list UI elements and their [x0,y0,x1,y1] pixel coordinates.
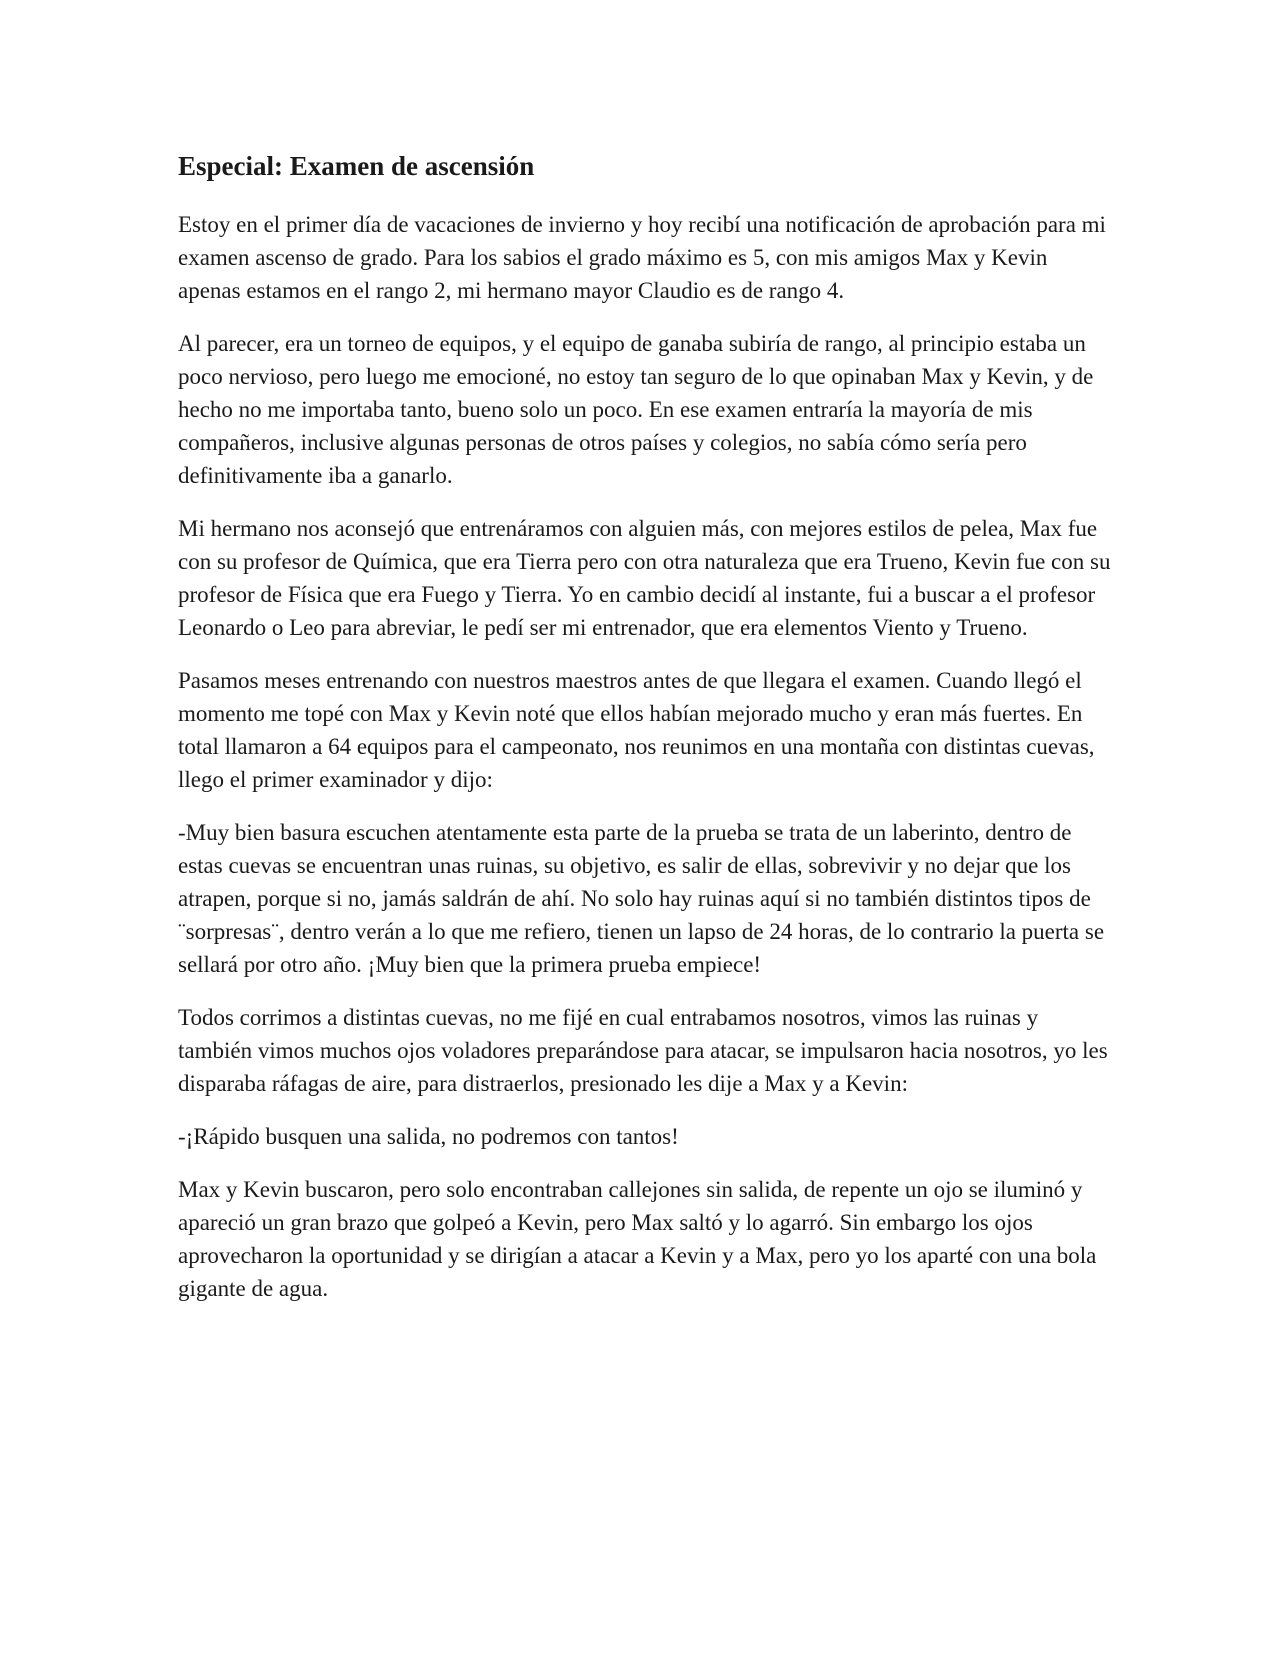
paragraph-8: Max y Kevin buscaron, pero solo encontraban callejones sin salida, de repente un ojo se iluminó y apareció un gran brazo que golpeó a Kevin, pero Max saltó y lo agarró. Sin embargo los ojos aprovecharon la oportunidad y se dirigían a atacar a Kevin y a Max, pero yo los aparté con una bola gigante de agua. [178,1177,1097,1301]
document-title: Especial: Examen de ascensión [178,151,535,181]
paragraph-4: Pasamos meses entrenando con nuestros maestros antes de que llegara el examen. Cuando llegó el momento me topé con Max y Kevin noté que ellos habían mejorado mucho y eran más fuertes. En total llamaron a 64 equipos para el campeonato, nos reunimos en una montaña con distintas cuevas, llego el primer examinador y dijo: [178,668,1095,792]
paragraph-3: Mi hermano nos aconsejó que entrenáramos con alguien más, con mejores estilos de pelea, Max fue con su profesor de Química, que era Tierra pero con otra naturaleza que era Trueno, Kevin fue con su profesor de Física que era Fuego y Tierra. Yo en cambio decidí al instante, fui a buscar a el profesor Leonardo o Leo para abreviar, le pedí ser mi entrenador, que era elementos Viento y Trueno. [178,516,1111,640]
document-page [178,146,1112,1325]
paragraph-1: Estoy en el primer día de vacaciones de invierno y hoy recibí una notificación de aprobación para mi examen ascenso de grado. Para los sabios el grado máximo es 5, con mis amigos Max y Kevin apenas estamos en el rango 2, mi hermano mayor Claudio es de rango 4. [178,212,1106,303]
paragraph-7: -¡Rápido busquen una salida, no podremos con tantos! [178,1124,679,1149]
paragraph-2: Al parecer, era un torneo de equipos, y el equipo de ganaba subiría de rango, al principio estaba un poco nervioso, pero luego me emocioné, no estoy tan seguro de lo que opinaban Max y Kevin, y de hecho no me importaba tanto, bueno solo un poco. En ese examen entraría la mayoría de mis compañeros, inclusive algunas personas de otros países y colegios, no sabía cómo sería pero definitivamente iba a ganarlo. [178,331,1094,488]
paragraph-5: -Muy bien basura escuchen atentamente esta parte de la prueba se trata de un laberinto, dentro de estas cuevas se encuentran unas ruinas, su objetivo, es salir de ellas, sobrevivir y no dejar que los atrapen, porque si no, jamás saldrán de ahí. No solo hay ruinas aquí si no también distintos tipos de ¨sorpresas¨, dentro verán a lo que me refiero, tienen un lapso de 24 horas, de lo contrario la puerta se sellará por otro año. ¡Muy bien que la primera prueba empiece! [178,820,1105,977]
paragraph-6: Todos corrimos a distintas cuevas, no me fijé en cual entrabamos nosotros, vimos las ruinas y también vimos muchos ojos voladores preparándose para atacar, se impulsaron hacia nosotros, yo les disparaba ráfagas de aire, para distraerlos, presionado les dije a Max y a Kevin: [178,1005,1108,1096]
